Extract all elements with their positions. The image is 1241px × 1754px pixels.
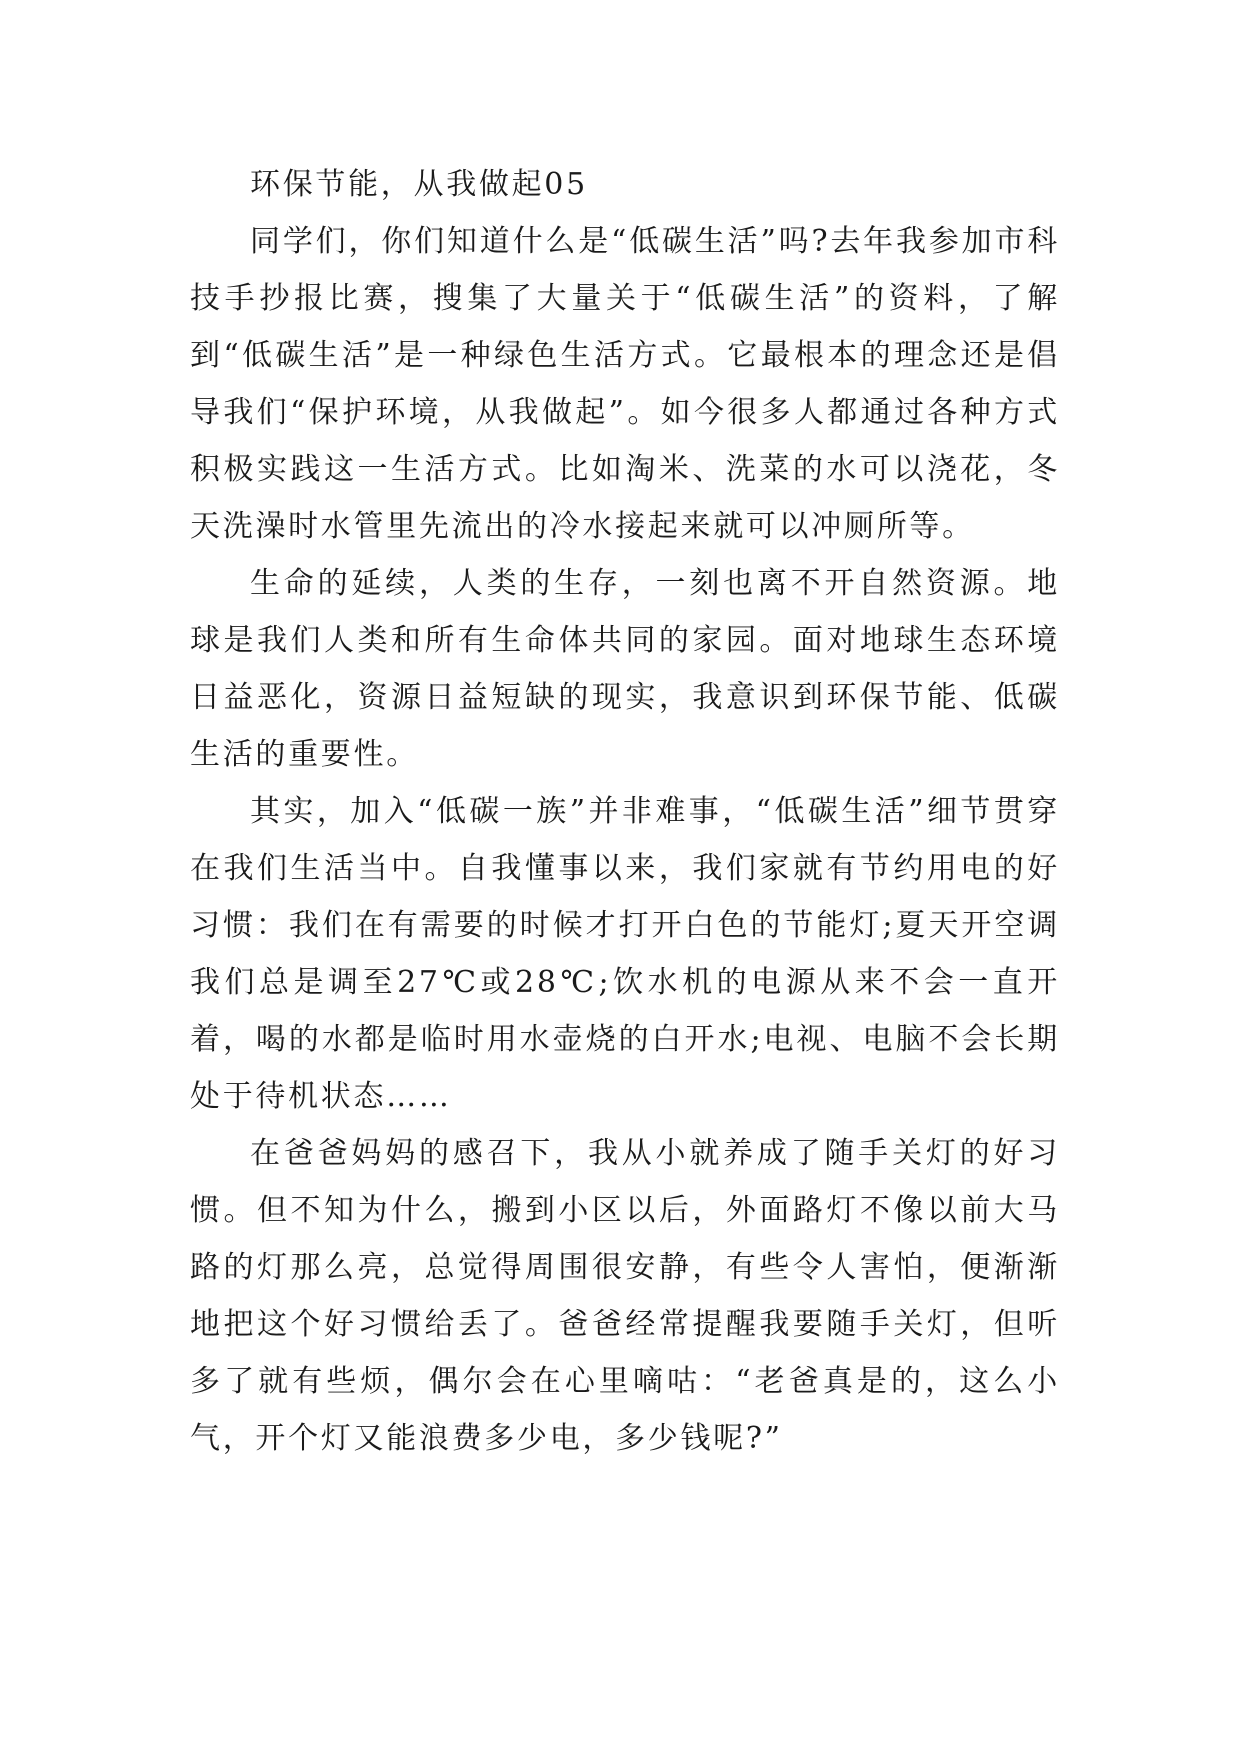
paragraph-4: 在爸爸妈妈的感召下，我从小就养成了随手关灯的好习惯。但不知为什么，搬到小区以后，外面路灯不像以前大马路的灯那么亮，总觉得周围很安静，有些令人害怕，便渐渐地把这个好习惯给丢了。爸爸经常提醒我要随手关灯，但听多了就有些烦，偶尔会在心里嘀咕：“老爸真是的，这么小气，开个灯又能浪费多少电，多少钱呢?” — [190, 1136, 1060, 1456]
document-title: 环保节能，从我做起05 — [250, 167, 588, 202]
paragraph-2: 生命的延续，人类的生存，一刻也离不开自然资源。地球是我们人类和所有生命体共同的家园。面对地球生态环境日益恶化，资源日益短缺的现实，我意识到环保节能、低碳生活的重要性。 — [190, 566, 1060, 772]
paragraph-3: 其实，加入“低碳一族”并非难事，“低碳生活”细节贯穿在我们生活当中。自我懂事以来，我们家就有节约用电的好习惯：我们在有需要的时候才打开白色的节能灯;夏天开空调我们总是调至27℃或28℃;饮水机的电源从来不会一直开着，喝的水都是临时用水壶烧的白开水;电视、电脑不会长期处于待机状态…… — [190, 794, 1060, 1114]
paragraph-1: 同学们，你们知道什么是“低碳生活”吗?去年我参加市科技手抄报比赛，搜集了大量关于“低碳生活”的资料，了解到“低碳生活”是一种绿色生活方式。它最根本的理念还是倡导我们“保护环境，从我做起”。如今很多人都通过各种方式积极实践这一生活方式。比如淘米、洗菜的水可以浇花，冬天洗澡时水管里先流出的冷水接起来就可以冲厕所等。 — [190, 224, 1060, 544]
document-body — [190, 156, 1060, 1467]
